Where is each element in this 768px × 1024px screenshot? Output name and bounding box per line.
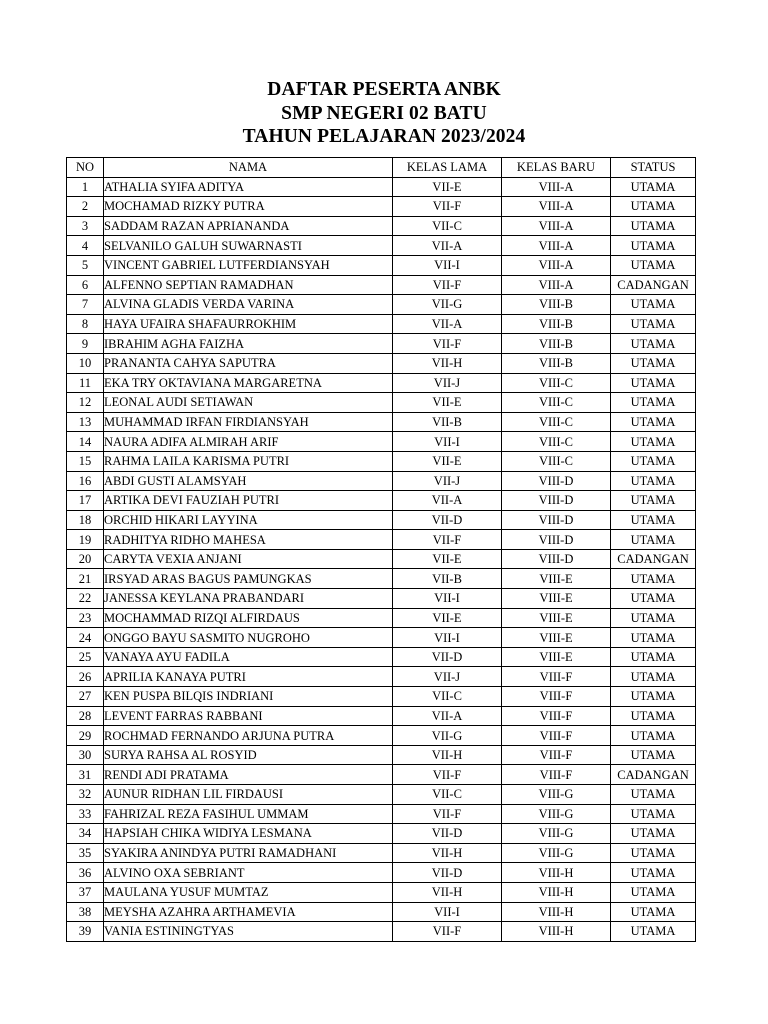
cell-no: 30: [67, 745, 104, 765]
cell-no: 39: [67, 922, 104, 942]
participants-table: [66, 157, 696, 942]
cell-new-class: VIII-H: [502, 922, 611, 942]
cell-old-class: VII-H: [393, 843, 502, 863]
cell-name: ALFENNO SEPTIAN RAMADHAN: [104, 275, 393, 295]
table-row: [67, 549, 696, 569]
cell-status: UTAMA: [611, 863, 696, 883]
cell-old-class: VII-J: [393, 373, 502, 393]
cell-name: PRANANTA CAHYA SAPUTRA: [104, 353, 393, 373]
cell-old-class: VII-J: [393, 471, 502, 491]
cell-status: UTAMA: [611, 804, 696, 824]
table-row: [67, 745, 696, 765]
cell-name: RAHMA LAILA KARISMA PUTRI: [104, 451, 393, 471]
cell-no: 3: [67, 216, 104, 236]
cell-name: SURYA RAHSA AL ROSYID: [104, 745, 393, 765]
cell-no: 4: [67, 236, 104, 256]
table-row: [67, 373, 696, 393]
table-row: [67, 569, 696, 589]
cell-old-class: VII-E: [393, 393, 502, 413]
cell-status: UTAMA: [611, 393, 696, 413]
table-row: [67, 589, 696, 609]
cell-no: 37: [67, 882, 104, 902]
table-row: [67, 255, 696, 275]
cell-no: 38: [67, 902, 104, 922]
cell-no: 27: [67, 687, 104, 707]
cell-old-class: VII-C: [393, 216, 502, 236]
cell-old-class: VII-I: [393, 255, 502, 275]
cell-new-class: VIII-D: [502, 510, 611, 530]
cell-name: KEN PUSPA BILQIS INDRIANI: [104, 687, 393, 707]
cell-no: 8: [67, 314, 104, 334]
cell-new-class: VIII-E: [502, 608, 611, 628]
cell-old-class: VII-F: [393, 922, 502, 942]
cell-new-class: VIII-B: [502, 334, 611, 354]
cell-new-class: VIII-A: [502, 197, 611, 217]
cell-old-class: VII-D: [393, 647, 502, 667]
header-old-class: KELAS LAMA: [393, 158, 502, 178]
cell-status: UTAMA: [611, 530, 696, 550]
table-header: [67, 158, 696, 178]
header-no: NO: [67, 158, 104, 178]
cell-status: UTAMA: [611, 706, 696, 726]
cell-status: UTAMA: [611, 236, 696, 256]
table-row: [67, 863, 696, 883]
cell-no: 29: [67, 726, 104, 746]
cell-status: UTAMA: [611, 882, 696, 902]
table-row: [67, 824, 696, 844]
cell-old-class: VII-A: [393, 706, 502, 726]
cell-new-class: VIII-D: [502, 549, 611, 569]
cell-status: UTAMA: [611, 412, 696, 432]
table-row: [67, 608, 696, 628]
table-row: [67, 843, 696, 863]
table-row: [67, 804, 696, 824]
cell-old-class: VII-G: [393, 295, 502, 315]
title-line-1: DAFTAR PESERTA ANBK: [267, 79, 501, 100]
cell-new-class: VIII-F: [502, 745, 611, 765]
cell-status: UTAMA: [611, 902, 696, 922]
cell-no: 7: [67, 295, 104, 315]
cell-name: JANESSA KEYLANA PRABANDARI: [104, 589, 393, 609]
cell-status: CADANGAN: [611, 765, 696, 785]
cell-no: 36: [67, 863, 104, 883]
cell-new-class: VIII-A: [502, 177, 611, 197]
cell-status: UTAMA: [611, 177, 696, 197]
cell-new-class: VIII-E: [502, 647, 611, 667]
cell-no: 20: [67, 549, 104, 569]
cell-new-class: VIII-B: [502, 295, 611, 315]
cell-no: 2: [67, 197, 104, 217]
cell-new-class: VIII-H: [502, 863, 611, 883]
table-row: [67, 412, 696, 432]
table-row: [67, 197, 696, 217]
cell-new-class: VIII-C: [502, 412, 611, 432]
document-title: [0, 78, 768, 149]
cell-old-class: VII-I: [393, 628, 502, 648]
cell-name: ROCHMAD FERNANDO ARJUNA PUTRA: [104, 726, 393, 746]
cell-new-class: VIII-C: [502, 393, 611, 413]
cell-old-class: VII-F: [393, 530, 502, 550]
cell-new-class: VIII-D: [502, 471, 611, 491]
cell-no: 14: [67, 432, 104, 452]
cell-new-class: VIII-A: [502, 275, 611, 295]
cell-status: UTAMA: [611, 314, 696, 334]
table-row: [67, 687, 696, 707]
cell-no: 28: [67, 706, 104, 726]
cell-status: UTAMA: [611, 824, 696, 844]
cell-new-class: VIII-F: [502, 687, 611, 707]
cell-no: 11: [67, 373, 104, 393]
cell-no: 12: [67, 393, 104, 413]
cell-name: RADHITYA RIDHO MAHESA: [104, 530, 393, 550]
cell-no: 23: [67, 608, 104, 628]
table-row: [67, 353, 696, 373]
header-row: [67, 158, 696, 178]
cell-old-class: VII-E: [393, 177, 502, 197]
cell-old-class: VII-B: [393, 412, 502, 432]
cell-name: ATHALIA SYIFA ADITYA: [104, 177, 393, 197]
cell-status: UTAMA: [611, 843, 696, 863]
cell-new-class: VIII-F: [502, 667, 611, 687]
cell-status: UTAMA: [611, 785, 696, 805]
cell-no: 10: [67, 353, 104, 373]
cell-status: UTAMA: [611, 451, 696, 471]
cell-name: LEVENT FARRAS RABBANI: [104, 706, 393, 726]
cell-status: UTAMA: [611, 608, 696, 628]
table-row: [67, 628, 696, 648]
cell-name: SELVANILO GALUH SUWARNASTI: [104, 236, 393, 256]
cell-old-class: VII-A: [393, 314, 502, 334]
cell-old-class: VII-H: [393, 353, 502, 373]
cell-no: 26: [67, 667, 104, 687]
table-row: [67, 451, 696, 471]
cell-name: MOCHAMMAD RIZQI ALFIRDAUS: [104, 608, 393, 628]
title-line-2: SMP NEGERI 02 BATU: [281, 102, 487, 124]
cell-status: UTAMA: [611, 255, 696, 275]
cell-status: UTAMA: [611, 197, 696, 217]
table-row: [67, 647, 696, 667]
cell-name: APRILIA KANAYA PUTRI: [104, 667, 393, 687]
cell-old-class: VII-A: [393, 236, 502, 256]
cell-name: MEYSHA AZAHRA ARTHAMEVIA: [104, 902, 393, 922]
cell-status: UTAMA: [611, 432, 696, 452]
table-row: [67, 765, 696, 785]
cell-status: UTAMA: [611, 471, 696, 491]
cell-name: HAYA UFAIRA SHAFAURROKHIM: [104, 314, 393, 334]
cell-name: RENDI ADI PRATAMA: [104, 765, 393, 785]
cell-old-class: VII-F: [393, 804, 502, 824]
cell-no: 17: [67, 491, 104, 511]
cell-new-class: VIII-F: [502, 765, 611, 785]
cell-new-class: VIII-D: [502, 491, 611, 511]
cell-old-class: VII-D: [393, 510, 502, 530]
cell-old-class: VII-F: [393, 197, 502, 217]
cell-new-class: VIII-E: [502, 569, 611, 589]
cell-new-class: VIII-C: [502, 432, 611, 452]
table-row: [67, 334, 696, 354]
cell-new-class: VIII-G: [502, 804, 611, 824]
cell-no: 1: [67, 177, 104, 197]
cell-old-class: VII-A: [393, 491, 502, 511]
cell-new-class: VIII-H: [502, 902, 611, 922]
cell-no: 6: [67, 275, 104, 295]
header-new-class: KELAS BARU: [502, 158, 611, 178]
cell-new-class: VIII-B: [502, 314, 611, 334]
cell-no: 35: [67, 843, 104, 863]
table-row: [67, 922, 696, 942]
cell-new-class: VIII-H: [502, 882, 611, 902]
cell-new-class: VIII-F: [502, 706, 611, 726]
table-row: [67, 216, 696, 236]
cell-status: UTAMA: [611, 491, 696, 511]
cell-status: CADANGAN: [611, 549, 696, 569]
cell-new-class: VIII-F: [502, 726, 611, 746]
table-body: [67, 177, 696, 941]
cell-no: 18: [67, 510, 104, 530]
cell-no: 16: [67, 471, 104, 491]
table-row: [67, 314, 696, 334]
cell-old-class: VII-J: [393, 667, 502, 687]
cell-old-class: VII-D: [393, 863, 502, 883]
cell-status: UTAMA: [611, 745, 696, 765]
cell-new-class: VIII-E: [502, 628, 611, 648]
cell-new-class: VIII-A: [502, 255, 611, 275]
cell-status: UTAMA: [611, 295, 696, 315]
cell-old-class: VII-I: [393, 902, 502, 922]
cell-new-class: VIII-G: [502, 785, 611, 805]
cell-name: VANAYA AYU FADILA: [104, 647, 393, 667]
table-row: [67, 177, 696, 197]
table-row: [67, 295, 696, 315]
cell-name: IBRAHIM AGHA FAIZHA: [104, 334, 393, 354]
table-row: [67, 902, 696, 922]
cell-status: UTAMA: [611, 216, 696, 236]
cell-new-class: VIII-C: [502, 373, 611, 393]
cell-name: SADDAM RAZAN APRIANANDA: [104, 216, 393, 236]
cell-new-class: VIII-D: [502, 530, 611, 550]
cell-no: 25: [67, 647, 104, 667]
cell-name: FAHRIZAL REZA FASIHUL UMMAM: [104, 804, 393, 824]
cell-name: ARTIKA DEVI FAUZIAH PUTRI: [104, 491, 393, 511]
cell-new-class: VIII-G: [502, 843, 611, 863]
cell-name: SYAKIRA ANINDYA PUTRI RAMADHANI: [104, 843, 393, 863]
cell-no: 5: [67, 255, 104, 275]
cell-status: UTAMA: [611, 510, 696, 530]
cell-status: UTAMA: [611, 667, 696, 687]
cell-new-class: VIII-E: [502, 589, 611, 609]
cell-no: 21: [67, 569, 104, 589]
cell-name: MOCHAMAD RIZKY PUTRA: [104, 197, 393, 217]
cell-new-class: VIII-A: [502, 236, 611, 256]
cell-status: UTAMA: [611, 687, 696, 707]
cell-old-class: VII-E: [393, 451, 502, 471]
cell-old-class: VII-E: [393, 608, 502, 628]
cell-new-class: VIII-G: [502, 824, 611, 844]
cell-name: ABDI GUSTI ALAMSYAH: [104, 471, 393, 491]
cell-old-class: VII-F: [393, 765, 502, 785]
cell-no: 24: [67, 628, 104, 648]
cell-name: CARYTA VEXIA ANJANI: [104, 549, 393, 569]
cell-name: MAULANA YUSUF MUMTAZ: [104, 882, 393, 902]
cell-name: VINCENT GABRIEL LUTFERDIANSYAH: [104, 255, 393, 275]
cell-new-class: VIII-B: [502, 353, 611, 373]
cell-old-class: VII-D: [393, 824, 502, 844]
cell-old-class: VII-G: [393, 726, 502, 746]
cell-status: UTAMA: [611, 353, 696, 373]
cell-name: ONGGO BAYU SASMITO NUGROHO: [104, 628, 393, 648]
cell-new-class: VIII-A: [502, 216, 611, 236]
cell-no: 33: [67, 804, 104, 824]
cell-name: LEONAL AUDI SETIAWAN: [104, 393, 393, 413]
header-name: NAMA: [104, 158, 393, 178]
table-row: [67, 471, 696, 491]
cell-name: EKA TRY OKTAVIANA MARGARETNA: [104, 373, 393, 393]
cell-no: 34: [67, 824, 104, 844]
cell-status: UTAMA: [611, 569, 696, 589]
cell-name: VANIA ESTININGTYAS: [104, 922, 393, 942]
cell-name: MUHAMMAD IRFAN FIRDIANSYAH: [104, 412, 393, 432]
table-row: [67, 393, 696, 413]
cell-no: 19: [67, 530, 104, 550]
cell-name: HAPSIAH CHIKA WIDIYA LESMANA: [104, 824, 393, 844]
cell-old-class: VII-H: [393, 745, 502, 765]
cell-no: 15: [67, 451, 104, 471]
cell-name: IRSYAD ARAS BAGUS PAMUNGKAS: [104, 569, 393, 589]
table-row: [67, 882, 696, 902]
cell-old-class: VII-F: [393, 334, 502, 354]
table-row: [67, 667, 696, 687]
cell-name: AUNUR RIDHAN LIL FIRDAUSI: [104, 785, 393, 805]
table-row: [67, 432, 696, 452]
table-row: [67, 491, 696, 511]
cell-status: UTAMA: [611, 373, 696, 393]
cell-name: NAURA ADIFA ALMIRAH ARIF: [104, 432, 393, 452]
title-line-3: TAHUN PELAJARAN 2023/2024: [242, 126, 526, 147]
cell-status: UTAMA: [611, 334, 696, 354]
cell-name: ALVINA GLADIS VERDA VARINA: [104, 295, 393, 315]
cell-old-class: VII-I: [393, 589, 502, 609]
table-row: [67, 510, 696, 530]
cell-no: 9: [67, 334, 104, 354]
table-row: [67, 236, 696, 256]
cell-name: ALVINO OXA SEBRIANT: [104, 863, 393, 883]
cell-old-class: VII-B: [393, 569, 502, 589]
cell-status: UTAMA: [611, 589, 696, 609]
cell-status: CADANGAN: [611, 275, 696, 295]
cell-old-class: VII-E: [393, 549, 502, 569]
cell-old-class: VII-H: [393, 882, 502, 902]
cell-status: UTAMA: [611, 628, 696, 648]
cell-no: 13: [67, 412, 104, 432]
cell-status: UTAMA: [611, 647, 696, 667]
table-row: [67, 530, 696, 550]
cell-status: UTAMA: [611, 922, 696, 942]
header-status: STATUS: [611, 158, 696, 178]
cell-new-class: VIII-C: [502, 451, 611, 471]
cell-old-class: VII-F: [393, 275, 502, 295]
cell-name: ORCHID HIKARI LAYYINA: [104, 510, 393, 530]
cell-old-class: VII-C: [393, 687, 502, 707]
cell-old-class: VII-C: [393, 785, 502, 805]
cell-old-class: VII-I: [393, 432, 502, 452]
table-row: [67, 706, 696, 726]
table-row: [67, 785, 696, 805]
table-row: [67, 275, 696, 295]
cell-no: 31: [67, 765, 104, 785]
table-row: [67, 726, 696, 746]
cell-no: 32: [67, 785, 104, 805]
cell-status: UTAMA: [611, 726, 696, 746]
cell-no: 22: [67, 589, 104, 609]
